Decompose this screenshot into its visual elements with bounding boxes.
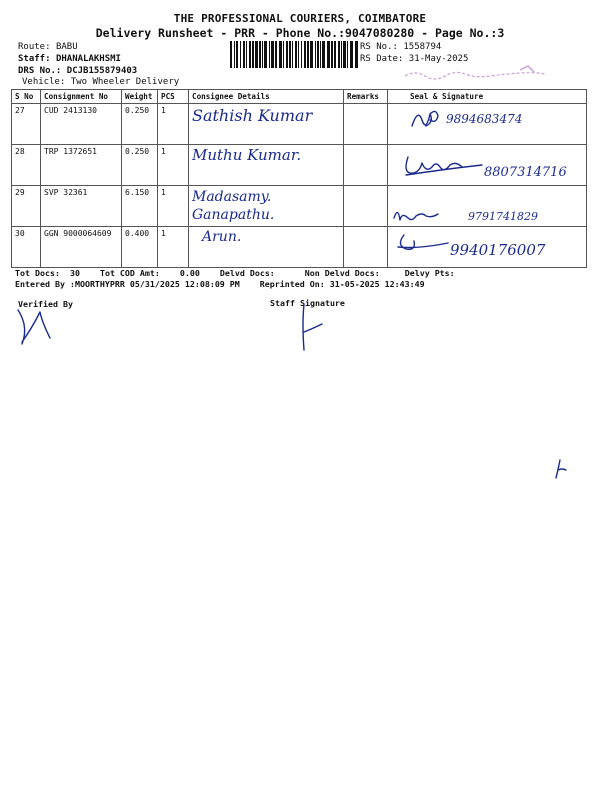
cell-weight: 6.150 (122, 186, 158, 227)
barcode-image (230, 41, 358, 68)
cell-signature (388, 104, 587, 145)
rs-date-value: 31-May-2025 (408, 54, 469, 64)
cell-remarks (344, 186, 388, 227)
entered-by-value: MOORTHYPRR 05/31/2025 12:08:09 PM (74, 279, 240, 289)
col-remarks: Remarks (344, 90, 388, 104)
cell-pcs: 1 (158, 186, 189, 227)
cell-remarks (344, 227, 388, 268)
handwritten-consignee: Muthu Kumar. (192, 146, 302, 164)
cell-consignment: SVP 32361 (41, 186, 122, 227)
cell-sno: 28 (12, 145, 41, 186)
col-weight: Weight (122, 90, 158, 104)
cell-consignee (189, 186, 344, 227)
table-row (12, 227, 587, 268)
runsheet-subtitle: Delivery Runsheet - PRR - Phone No.:9047080280 - Page No.:3 (95, 26, 505, 40)
signature-scribble (408, 106, 448, 136)
cell-consignment: CUD 2413130 (41, 104, 122, 145)
handwritten-phone: 9940176007 (450, 241, 546, 259)
handwritten-consignee: Sathish Kumar (192, 106, 313, 125)
verified-by-label: Verified By (18, 299, 73, 309)
cell-consignment: GGN 9000064609 (41, 227, 122, 268)
table-row (12, 104, 587, 145)
rs-no-value: 1558794 (403, 42, 442, 52)
vehicle-line: Vehicle: Two Wheeler Delivery (22, 77, 180, 87)
non-delvd-docs-label: Non Delvd Docs: (304, 268, 380, 278)
cell-weight: 0.400 (122, 227, 158, 268)
cell-pcs: 1 (158, 145, 189, 186)
stray-ink-mark (552, 458, 568, 480)
faded-stamp-mark (400, 64, 560, 82)
cell-signature (388, 186, 587, 227)
handwritten-phone: 9894683474 (446, 112, 523, 126)
cell-consignment: TRP 1372651 (41, 145, 122, 186)
verifier-signature (14, 306, 54, 348)
cell-remarks (344, 104, 388, 145)
cell-signature (388, 227, 587, 268)
cell-consignee (189, 227, 344, 268)
company-title: THE PROFESSIONAL COURIERS, COIMBATORE (173, 12, 427, 25)
cell-remarks (344, 145, 388, 186)
cell-weight: 0.250 (122, 104, 158, 145)
route-value: BABU (55, 42, 78, 52)
staff-value: DHANALAKHSMI (55, 54, 121, 64)
col-consignee: Consignee Details (189, 90, 344, 104)
signature-scribble (394, 231, 454, 257)
table-row (12, 186, 587, 227)
reprinted-value: 31-05-2025 12:43:49 (329, 279, 425, 289)
delvy-pts-label: Delvy Pts: (404, 268, 455, 278)
vehicle-value: Two Wheeler Delivery (70, 77, 180, 87)
cell-sno: 30 (12, 227, 41, 268)
runsheet-table (11, 89, 587, 268)
entered-line: Entered By :MOORTHYPRR 05/31/2025 12:08:09 PM Reprinted On: 31-05-2025 12:43:49 (15, 279, 425, 289)
handwritten-phone: 8807314716 (484, 165, 567, 180)
cell-consignee (189, 145, 344, 186)
table-header-row (12, 90, 587, 104)
route-line: Route: BABU (18, 42, 78, 52)
cell-pcs: 1 (158, 104, 189, 145)
tot-cod-value: 0.00 (179, 268, 200, 278)
handwritten-phone: 9791741829 (468, 210, 538, 223)
col-sno: S No (12, 90, 41, 104)
staff-signature-label: Staff Signature (270, 298, 345, 308)
cell-signature (388, 145, 587, 186)
delvd-docs-label: Delvd Docs: (219, 268, 275, 278)
handwritten-consignee: Arun. (202, 229, 242, 245)
cell-weight: 0.250 (122, 145, 158, 186)
col-seal-signature: Seal & Signature (388, 90, 587, 104)
col-pcs: PCS (158, 90, 189, 104)
signature-scribble (390, 204, 450, 224)
tot-docs-value: 30 (69, 268, 80, 278)
table-row (12, 145, 587, 186)
rs-date-line: RS Date: 31-May-2025 (360, 54, 469, 64)
cell-pcs: 1 (158, 227, 189, 268)
staff-signature (290, 302, 330, 352)
col-consignment: Consignment No (41, 90, 122, 104)
cell-consignee (189, 104, 344, 145)
handwritten-consignee: Madasamy. Ganapathu. (192, 189, 275, 223)
staff-line: Staff: DHANALAKHSMI (18, 54, 121, 64)
drs-line: DRS No.: DCJB155879403 (18, 66, 138, 76)
signature-scribble (404, 151, 484, 181)
cell-sno: 29 (12, 186, 41, 227)
rs-no-line: RS No.: 1558794 (360, 42, 442, 52)
totals-line: Tot Docs: 30 Tot COD Amt: 0.00 Delvd Docs: Non Delvd Docs: Delvy Pts: (15, 268, 455, 278)
drs-value: DCJB155879403 (66, 66, 138, 76)
cell-sno: 27 (12, 104, 41, 145)
